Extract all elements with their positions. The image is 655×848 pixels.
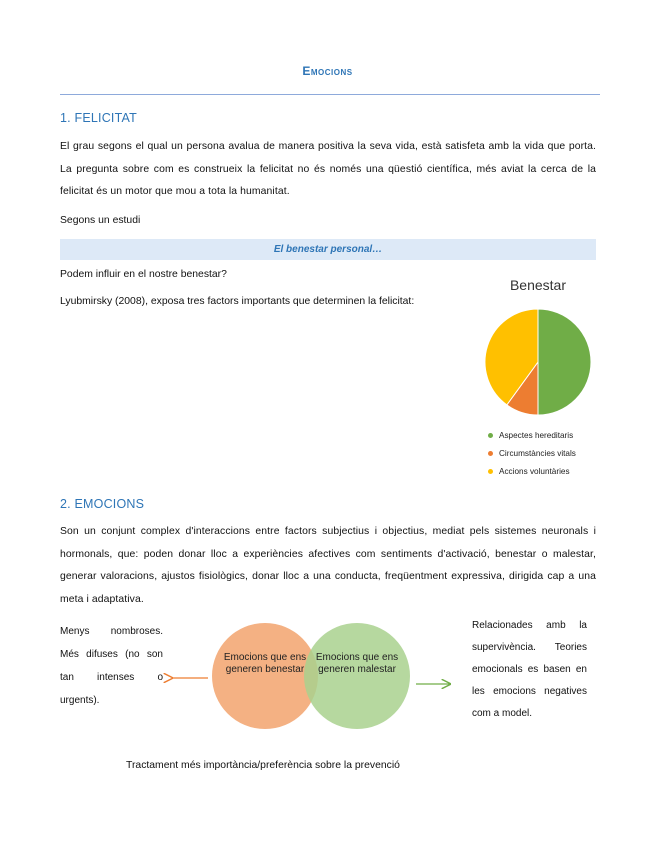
venn-right-circle: [304, 623, 410, 729]
benestar-band: El benestar personal…: [60, 239, 596, 260]
title-text: Emocions: [302, 64, 353, 78]
right-note: Relacionades amb la supervivència. Teories emocionals es basen en les emocions negatives com a model.: [472, 620, 587, 719]
study-line: Segons un estudi: [60, 215, 141, 226]
left-note: Menys nombroses. Més difuses (no son tan intenses o urgents).: [60, 626, 163, 706]
venn-left-circle: [212, 623, 318, 729]
section-heading-felicitat: 1. FELICITAT: [60, 111, 137, 125]
legend-label: Accions voluntàries: [499, 466, 570, 476]
chart-title: Benestar: [509, 277, 567, 293]
legend-label: Circumstàncies vitals: [499, 448, 576, 458]
question-line: Podem influir en el nostre benestar?: [60, 269, 227, 280]
venn-left-label: Emocions que ens generen benestar: [223, 652, 307, 675]
venn-caption: Tractament més importància/preferència sobre la prevenció: [126, 760, 400, 771]
legend-label: Aspectes hereditaris: [499, 430, 574, 440]
emocions-definition: Son un conjunt complex d'interaccions entre factors subjectius i objectius, mediat pels sistemes neuronals i hormonals, que: poden donar lloc a experiències afectives com sentiments d'activació, benestar o malestar, generar valoracions, ajustos fisiològics, donar lloc a una conducta, freqüentment expressiva, dirigida cap a una meta i adaptativa.: [60, 526, 596, 605]
lyubomirsky-paragraph: Lyubmirsky (2008), exposa tres factors importants que determinen la felicitat:: [60, 296, 415, 307]
felicitat-paragraph: El grau segons el qual un persona avalua de manera positiva la seva vida, està satisfeta amb la vida que porta. La pregunta sobre com es construeix la felicitat no és només una qüestió científica, més aviat la cerca de la felicitat és un motor que mou a tota la humanitat.: [60, 141, 596, 197]
venn-right-label: Emocions que ens generen malestar: [315, 652, 399, 675]
section-heading-emocions: 2. EMOCIONS: [60, 497, 145, 511]
